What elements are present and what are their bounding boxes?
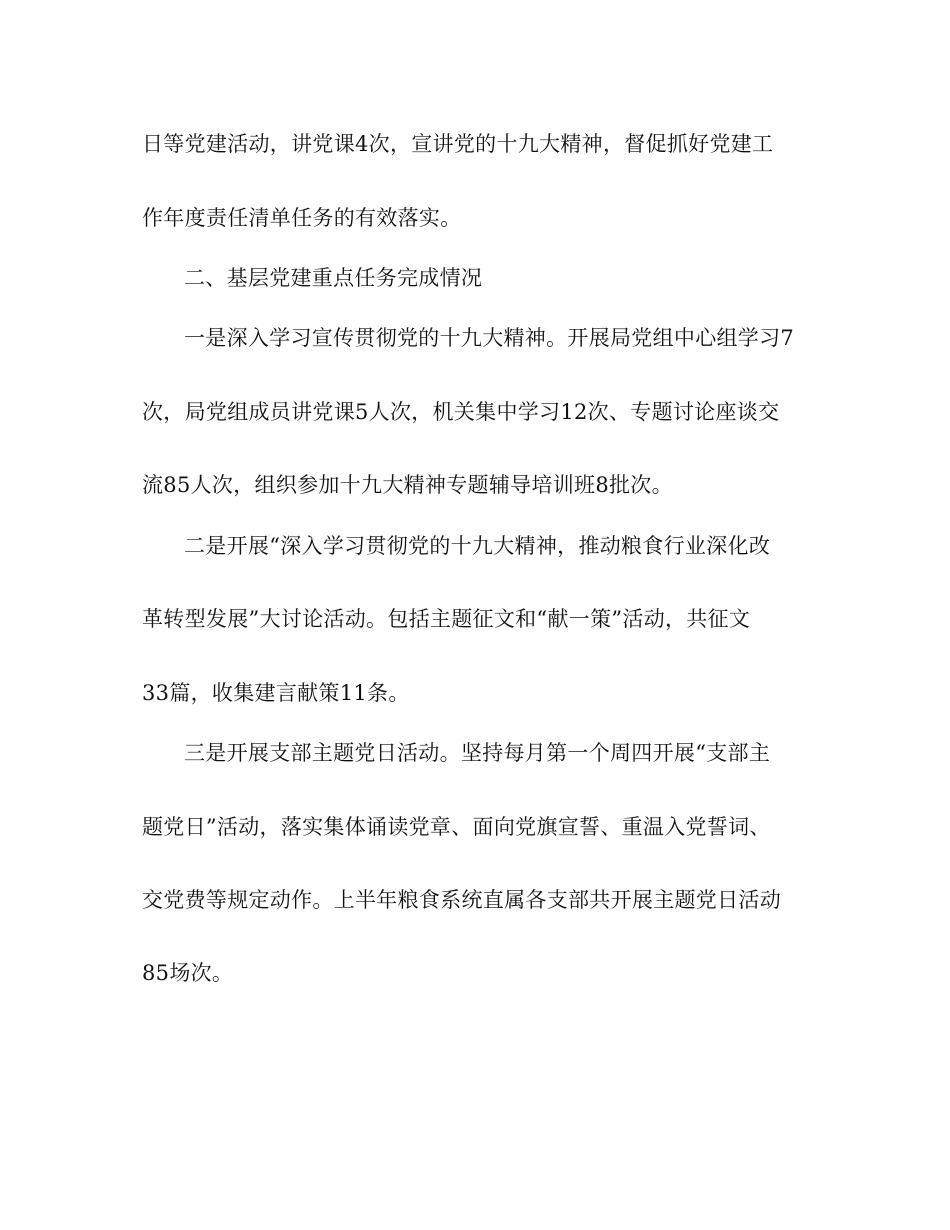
paragraph-line: 革转型发展”大讨论活动。包括主题征文和“献一策”活动，共征文 bbox=[142, 607, 751, 631]
paragraph-line: 85场次。 bbox=[142, 961, 234, 985]
paragraph-line: 一是深入学习宣传贯彻党的十九大精神。开展局党组中心组学习7 bbox=[184, 326, 795, 350]
paragraph-line: 流85人次，组织参加十九大精神专题辅导培训班8批次。 bbox=[142, 473, 673, 497]
paragraph-line: 日等党建活动，讲党课4次，宣讲党的十九大精神，督促抓好党建工 bbox=[142, 132, 774, 156]
paragraph-line: 题党日”活动，落实集体诵读党章、面向党旗宣誓、重温入党誓词、 bbox=[142, 815, 771, 839]
paragraph-line: 次，局党组成员讲党课5人次，机关集中学习12次、专题讨论座谈交 bbox=[142, 400, 780, 424]
paragraph-line: 二是开展“深入学习贯彻党的十九大精神，推动粮食行业深化改 bbox=[184, 534, 771, 558]
paragraph-line: 交党费等规定动作。上半年粮食系统直属各支部共开展主题党日活动 bbox=[142, 888, 781, 912]
paragraph-line: 作年度责任清单任务的有效落实。 bbox=[142, 206, 462, 230]
paragraph-line: 三是开展支部主题党日活动。坚持每月第一个周四开展“支部主 bbox=[184, 741, 771, 765]
section-heading: 二、基层党建重点任务完成情况 bbox=[184, 266, 483, 290]
paragraph-line: 33篇，收集建言献策11条。 bbox=[142, 681, 410, 705]
